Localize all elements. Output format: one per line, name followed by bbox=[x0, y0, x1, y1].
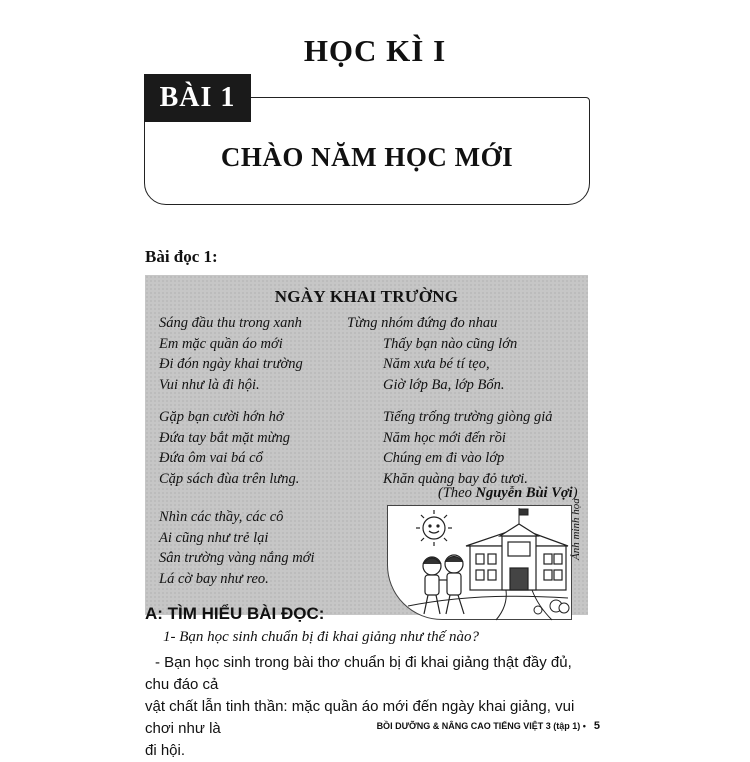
answer-line: vật chất lẫn tinh thần: mặc quần áo mới đến ngày khai giảng, vui chơi như là bbox=[145, 698, 575, 737]
question-1: 1- Bạn học sinh chuẩn bị đi khai giảng như thế nào? bbox=[163, 629, 480, 645]
poem-stanza-4 bbox=[347, 313, 517, 395]
poem-line: Năm xưa bé tí tẹo, bbox=[383, 356, 490, 372]
semester-heading: HỌC KÌ I bbox=[303, 33, 447, 68]
lesson-title: CHÀO NĂM HỌC MỚI bbox=[220, 142, 514, 172]
poem-line: Giờ lớp Ba, lớp Bốn. bbox=[383, 376, 505, 393]
answer-1 bbox=[145, 652, 591, 762]
poem-stanza-5 bbox=[383, 407, 553, 489]
poem-line: Đứa ôm vai bá cổ bbox=[159, 450, 263, 466]
poem-line: Chúng em đi vào lớp bbox=[383, 450, 505, 466]
poem-line: Ai cũng như trẻ lại bbox=[159, 529, 269, 546]
poem-author: Nguyễn Bùi Vợi bbox=[475, 485, 573, 501]
poem-line: Thấy bạn nào cũng lớn bbox=[383, 335, 518, 352]
poem-credit: (Theo Nguyễn Bùi Vợi) bbox=[438, 485, 578, 501]
poem-line: Tiếng trống trường giòng giả bbox=[383, 409, 553, 425]
lesson-badge: BÀI 1 bbox=[144, 74, 251, 122]
reading-label: Bài đọc 1: bbox=[145, 247, 218, 266]
answer-line: đi hội. bbox=[145, 742, 186, 759]
bush-icon bbox=[534, 600, 569, 614]
illustration-caption: Ảnh minh họa bbox=[570, 498, 582, 560]
sun-icon bbox=[416, 510, 452, 546]
school-drawing bbox=[388, 506, 573, 621]
school-illustration bbox=[387, 505, 572, 620]
poem-line: Sân trường vàng nắng mới bbox=[159, 550, 315, 566]
poem-line: Vui như là đi hội. bbox=[159, 376, 260, 393]
poem-line: Cặp sách đùa trên lưng. bbox=[159, 470, 300, 487]
poem-line: Gặp bạn cười hớn hở bbox=[159, 409, 284, 425]
poem-line: Nhìn các thầy, các cô bbox=[159, 509, 284, 525]
poem-stanza-2 bbox=[159, 407, 299, 489]
poem-line: Sáng đầu thu trong xanh bbox=[159, 315, 302, 331]
page-footer bbox=[377, 720, 600, 732]
poem-line: Khăn quàng bay đỏ tươi. bbox=[383, 470, 528, 487]
answer-line: - Bạn học sinh trong bài thơ chuẩn bị đi khai giảng thật đầy đủ, chu đáo cả bbox=[145, 654, 572, 693]
page-number: 5 bbox=[593, 720, 600, 732]
poem-line: Đứa tay bắt mặt mừng bbox=[159, 429, 291, 446]
poem-line: Lá cờ bay như reo. bbox=[159, 570, 269, 587]
school-building-icon bbox=[466, 524, 568, 590]
poem-stanza-1 bbox=[159, 313, 303, 395]
poem-line: Đi đón ngày khai trường bbox=[159, 356, 303, 372]
section-a-heading: A: TÌM HIỂU BÀI ĐỌC: bbox=[145, 604, 325, 623]
poem-line: Năm học mới đến rồi bbox=[383, 429, 506, 446]
poem-line: Em mặc quần áo mới bbox=[159, 335, 283, 352]
poem-line: Từng nhóm đứng đo nhau bbox=[347, 315, 498, 331]
children-icon bbox=[423, 555, 464, 614]
book-title: BỒI DƯỠNG & NÂNG CAO TIẾNG VIỆT 3 (tập 1) • bbox=[376, 721, 586, 731]
poem-title: NGÀY KHAI TRƯỜNG bbox=[274, 287, 459, 306]
poem-stanza-3 bbox=[159, 507, 315, 589]
